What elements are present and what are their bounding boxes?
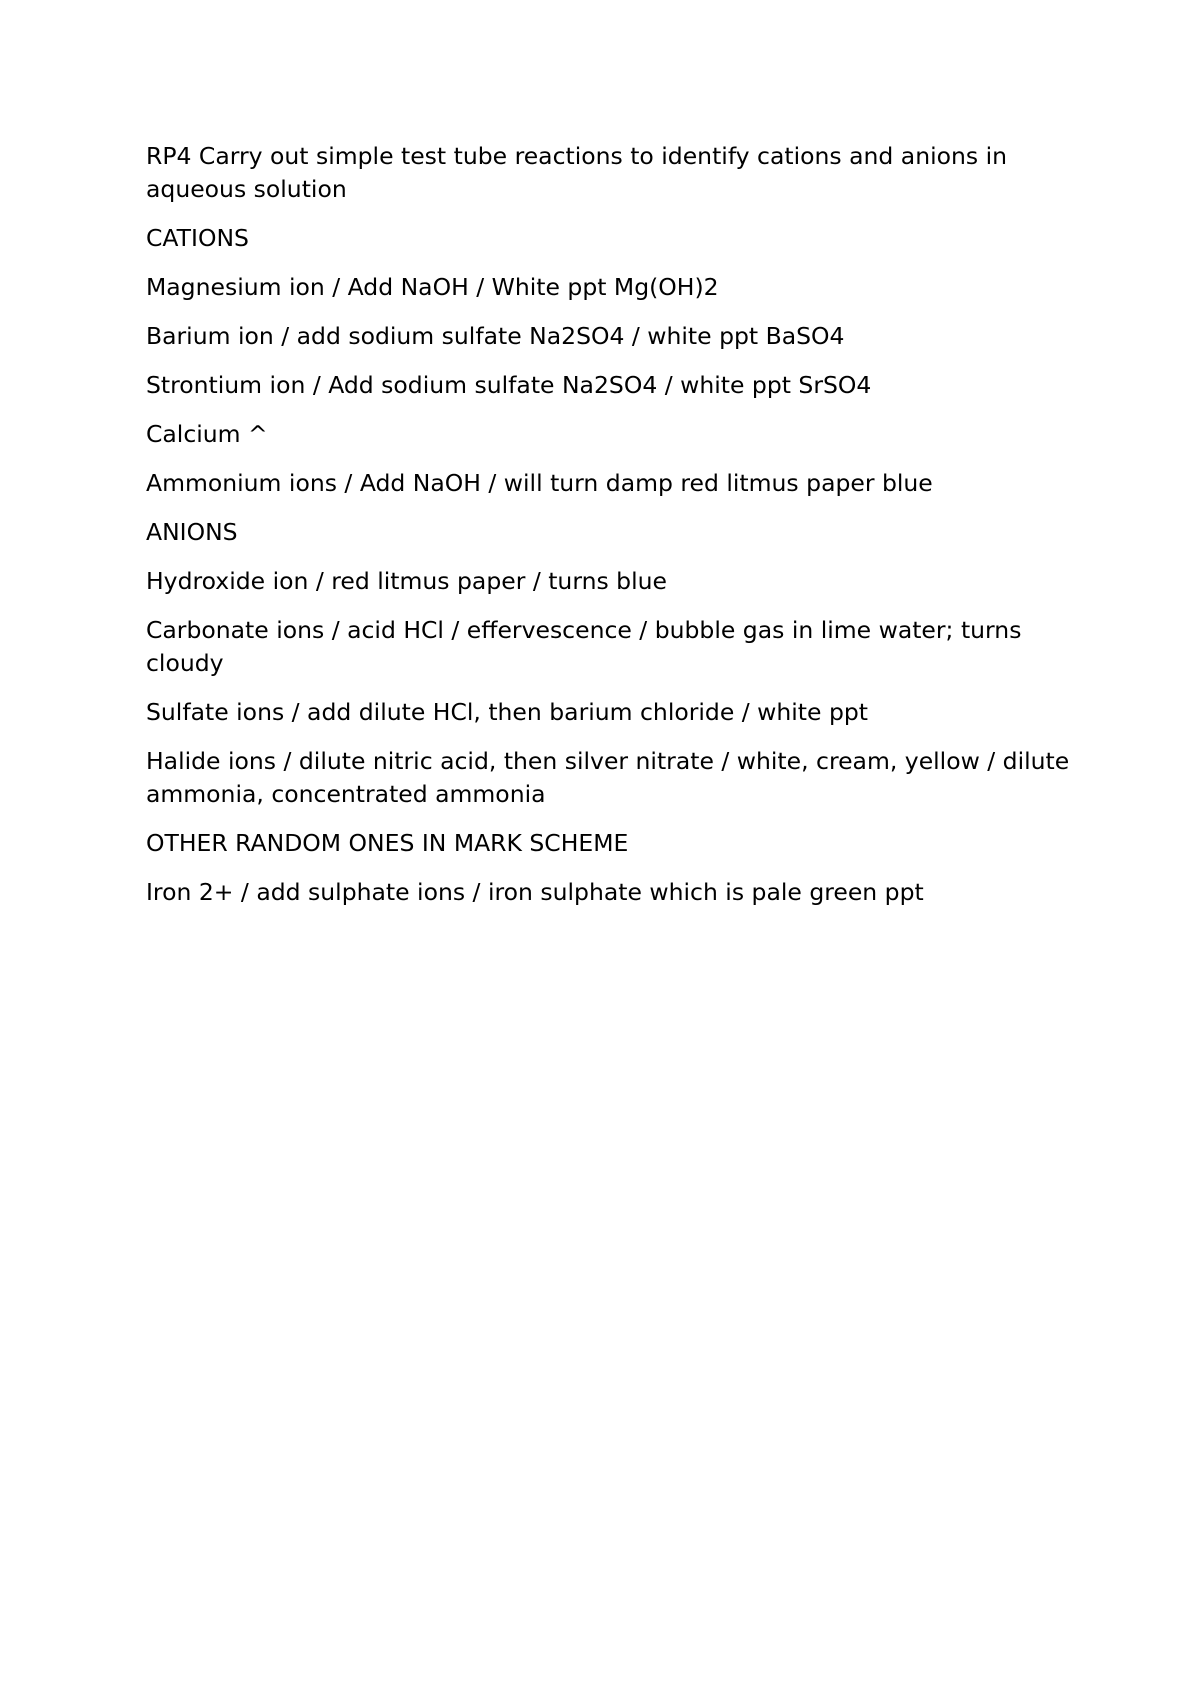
document-body <box>146 140 1076 925</box>
other-test-iron: Iron 2+ / add sulphate ions / iron sulphate which is pale green ppt <box>146 878 924 906</box>
anion-test-sulfate: Sulfate ions / add dilute HCl, then barium chloride / white ppt <box>146 698 868 726</box>
cation-test-calcium: Calcium ^ <box>146 420 268 448</box>
anion-test-halide: Halide ions / dilute nitric acid, then silver nitrate / white, cream, yellow / dilute ammonia, concentrated ammonia <box>146 747 1070 808</box>
section-heading-cations: CATIONS <box>146 224 249 252</box>
cation-test-magnesium: Magnesium ion / Add NaOH / White ppt Mg(OH)2 <box>146 273 719 301</box>
cation-test-barium: Barium ion / add sodium sulfate Na2SO4 / white ppt BaSO4 <box>146 322 845 350</box>
cation-test-strontium: Strontium ion / Add sodium sulfate Na2SO4 / white ppt SrSO4 <box>146 371 872 399</box>
anion-test-hydroxide: Hydroxide ion / red litmus paper / turns blue <box>146 567 667 595</box>
anion-test-carbonate: Carbonate ions / acid HCl / effervescence / bubble gas in lime water; turns cloudy <box>146 616 1022 677</box>
document-title: RP4 Carry out simple test tube reactions to identify cations and anions in aqueous solution <box>146 142 1008 203</box>
section-heading-anions: ANIONS <box>146 518 238 546</box>
section-heading-other: OTHER RANDOM ONES IN MARK SCHEME <box>146 829 629 857</box>
cation-test-ammonium: Ammonium ions / Add NaOH / will turn damp red litmus paper blue <box>146 469 933 497</box>
